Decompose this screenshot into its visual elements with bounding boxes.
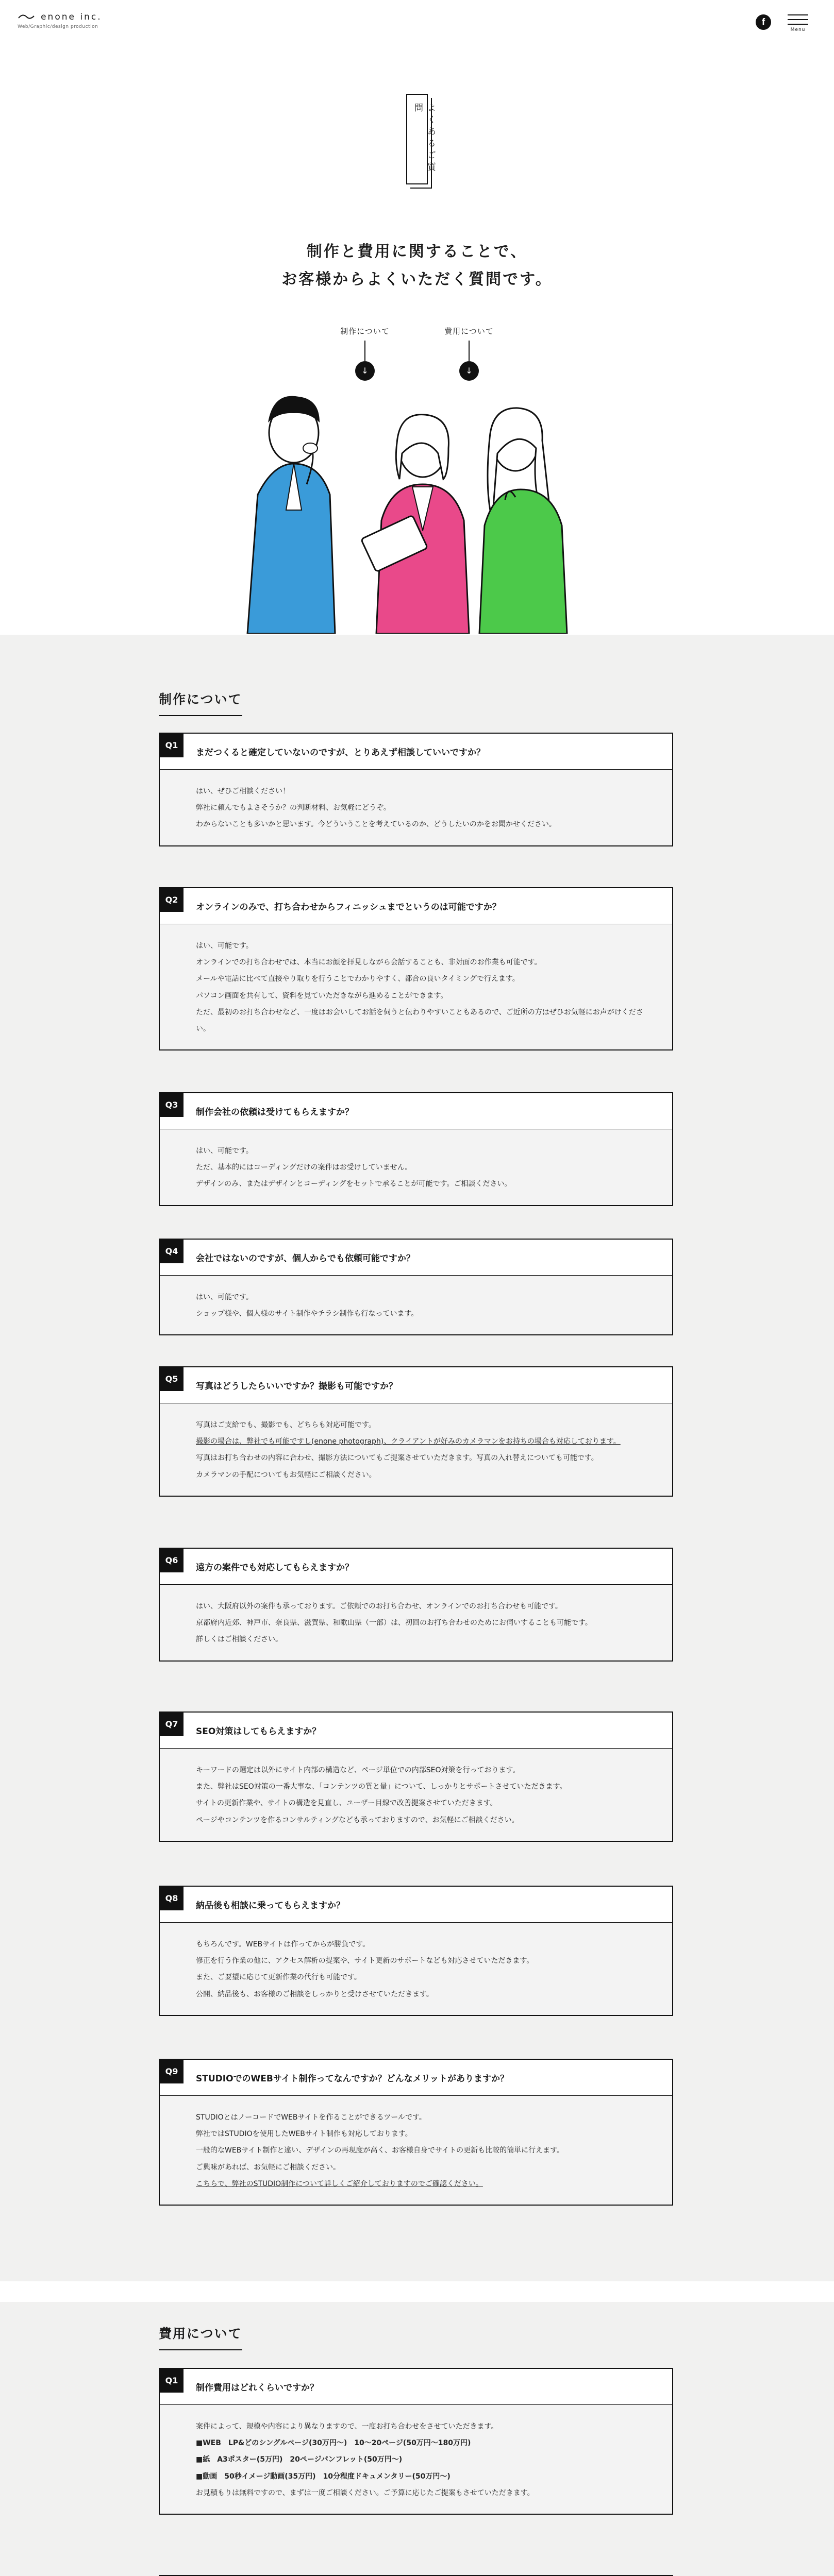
- production-heading-text: 制作について: [159, 692, 242, 707]
- logo-text: enone inc.: [41, 11, 102, 22]
- answer-line: 写真はお打ち合わせの内容に合わせ、撮影方法についてもご提案させていただきます。写真の入れ替えについても可能です。: [196, 1454, 598, 1463]
- faq-question: [160, 1887, 672, 1923]
- cost-heading: [159, 2324, 242, 2350]
- question-text: SEO対策はしてもらえますか？: [196, 1726, 321, 1737]
- answer-line: 京都府内近郊、神戸市、奈良県、滋賀県、和歌山県（一部）は、初回のお打ち合わせのためにお伺いすることも可能です。: [196, 1619, 592, 1628]
- answer-line: ショップ様や、個人様のサイト制作やチラシ制作も行なっています。: [196, 1310, 419, 1318]
- faq-answer: [160, 1923, 672, 2015]
- answer-line: ただ、最初のお打ち合わせなど、一度はお会いしてお話を伺うと伝わりやすいこともあるので、ご近所の方はぜひお気軽にお声がけください。: [196, 1008, 643, 1033]
- answer-line: オンラインでの打ち合わせでは、本当にお顔を拝見しながら会話することも、非対面のお作業も可能です。: [196, 958, 542, 967]
- answer-line: もちろんです。WEBサイトは作ってからが勝負です。: [196, 1940, 370, 1948]
- faq-question: [160, 1549, 672, 1585]
- answer-line: わからないことも多いかと思います。今どういうことを考えているのか、どうしたいのかをお聞かせください。: [196, 820, 556, 829]
- anchor-cost[interactable]: [433, 326, 505, 381]
- answer-line: はい、可能です。: [196, 942, 253, 950]
- answer-line: メールや電話に比べて直接やり取りを行うことでわかりやすく、都合の良いタイミングで行えます。: [196, 975, 520, 984]
- question-number: Q8: [160, 1887, 184, 1910]
- question-text: 遠方の案件でも対応してもらえますか？: [196, 1563, 354, 1573]
- question-number: Q7: [160, 1713, 184, 1736]
- heading-underline: [159, 715, 242, 716]
- question-text: 制作費用はどれくらいですか？: [196, 2383, 319, 2393]
- question-text: 制作会社の依頼は受けてもらえますか？: [196, 1107, 354, 1117]
- faq-answer: [160, 1749, 672, 1841]
- answer-line: はい、可能です。: [196, 1147, 253, 1155]
- page-title-box: [406, 94, 436, 184]
- question-text: オンラインのみで、打ち合わせからフィニッシュまでというのは可能ですか？: [196, 902, 501, 912]
- hamburger-bar: [788, 24, 808, 25]
- cost-heading-text: 費用について: [159, 2326, 242, 2341]
- answer-link[interactable]: 撮影の場合は、弊社でも可能ですし(enone photograph)、クライアントが好みのカメラマンをお持ちの場合も対応しております。: [196, 1437, 621, 1446]
- faq-question: [160, 1240, 672, 1276]
- answer-line: 公開、納品後も、お客様のご相談をしっかりと受けさせていただきます。: [196, 1990, 433, 1998]
- answer-line: また、弊社はSEO対策の一番大事な、「コンテンツの質と量」について、しっかりとサポートさせていただきます。: [196, 1783, 567, 1791]
- logo-subtitle: Web/Graphic/design production: [18, 24, 98, 29]
- faq-answer: [160, 2096, 672, 2205]
- menu-label: Menu: [790, 27, 806, 32]
- answer-line: 詳しくはご相談ください。: [196, 1635, 282, 1644]
- arrow-down-icon: ↓: [355, 361, 375, 381]
- answer-line: 弊社に頼んでもよさそうか？の判断材料、お気軽にどうぞ。: [196, 804, 391, 812]
- answer-line: 案件によって、規模や内容により異なりますので、一度お打ち合わせをさせていただきます。: [196, 2422, 498, 2431]
- hero-headline-line2: お客様からよくいただく質問です。: [281, 270, 553, 289]
- faq-item: [159, 1092, 673, 1206]
- answer-line: はい、ぜひご相談ください！: [196, 787, 290, 795]
- answer-line: キーワードの選定は以外にサイト内部の構造など、ページ単位での内部SEO対策を行っております。: [196, 1766, 520, 1774]
- anchor-production[interactable]: [329, 326, 401, 381]
- answer-line: ご興味があれば、お気軽にご相談ください。: [196, 2163, 340, 2172]
- production-heading: [159, 689, 242, 716]
- faq-item: [159, 2059, 673, 2206]
- question-text: 写真はどうしたらいいですか？撮影も可能ですか？: [196, 1381, 397, 1392]
- faq-item: [159, 733, 673, 846]
- faq-answer: [160, 1403, 672, 1496]
- site-header: [0, 0, 834, 41]
- facebook-icon[interactable]: f: [756, 14, 771, 30]
- section-divider: [0, 2281, 834, 2302]
- anchor-line: [469, 341, 470, 361]
- question-text: 納品後も相談に乗ってもらえますか？: [196, 1901, 345, 1911]
- answer-line: はい、可能です。: [196, 1293, 253, 1301]
- answer-line: カメラマンの手配についてもお気軽にご相談ください。: [196, 1470, 376, 1479]
- anchor-line: [364, 341, 365, 361]
- answer-line: ■WEB LP&どのシングルページ(30万円〜) 10〜20ページ(50万円〜180万円): [196, 2439, 471, 2448]
- question-number: Q4: [160, 1240, 184, 1263]
- woman-figure: [361, 415, 469, 634]
- faq-item: [159, 1711, 673, 1842]
- faq-item: [159, 887, 673, 1050]
- answer-line: ただ、基本的にはコーディングだけの案件はお受けしていません。: [196, 1163, 412, 1172]
- question-number: Q9: [160, 2060, 184, 2083]
- faq-answer: [160, 1129, 672, 1205]
- answer-line: ページやコンテンツを作るコンサルティングなども承っておりますので、お気軽にご相談ください。: [196, 1816, 519, 1824]
- arrow-down-icon: ↓: [459, 361, 479, 381]
- page-title: よくあるご質問: [412, 103, 436, 174]
- question-number: Q6: [160, 1549, 184, 1572]
- hero-headline: [0, 238, 834, 294]
- faq-question: [160, 2060, 672, 2096]
- answer-line: 写真はご支給でも、撮影でも、どちらも対応可能です。: [196, 1421, 376, 1429]
- faq-question: [160, 734, 672, 770]
- answer-line: 修正を行う作業の他に、アクセス解析の提案や、サイト更新のサポートなども対応させていただきます。: [196, 1957, 534, 1965]
- answer-line: ■動画 50秒イメージ動画(35万円) 10分程度ドキュメンタリー(50万円〜): [196, 2472, 451, 2481]
- faq-item: [159, 1239, 673, 1335]
- faq-question: [160, 1367, 672, 1403]
- faq-question: [160, 2369, 672, 2405]
- faq-answer: [160, 770, 672, 845]
- answer-line: 一般的なWEBサイト制作と違い、デザインの再現度が高く、お客様自身でサイトの更新も比較的簡単に行えます。: [196, 2146, 564, 2155]
- question-number: Q1: [160, 734, 184, 757]
- faq-answer: [160, 1276, 672, 1334]
- answer-line: お見積もりは無料ですので、まずは一度ご相談ください。ご予算に応じたご提案もさせていただきます。: [196, 2488, 535, 2497]
- faq-item: [159, 1366, 673, 1497]
- answer-line: デザインのみ、またはデザインとコーディングをセットで承ることが可能です。ご相談ください。: [196, 1180, 512, 1189]
- question-number: Q2: [160, 888, 184, 912]
- faq-answer: [160, 2405, 672, 2514]
- hero-illustration: [196, 376, 619, 634]
- answer-line: 弊社ではSTUDIOを使用したWEBサイト制作も対応しております。: [196, 2130, 412, 2139]
- man-figure: [247, 396, 335, 634]
- menu-button[interactable]: [785, 14, 811, 32]
- question-text: まだつくると確定していないのですが、とりあえず相談していいですか？: [196, 748, 485, 758]
- answer-line: サイトの更新作業や、サイトの構造を見直し、ユーザー目線で改善提案させていただきます。: [196, 1799, 497, 1808]
- question-number: Q5: [160, 1367, 184, 1391]
- answer-line: STUDIOとはノーコードでWEBサイトを作ることができるツールです。: [196, 2113, 426, 2122]
- logo[interactable]: [18, 11, 102, 29]
- answer-line: ■紙 A3ポスター(5万円) 20ページパンフレット(50万円〜): [196, 2455, 403, 2464]
- anchor-production-label: 制作について: [340, 327, 390, 336]
- cost-section: [0, 2281, 834, 2576]
- hero-headline-line1: 制作と費用に関することで、: [306, 243, 528, 261]
- answer-link[interactable]: こちらで、弊社のSTUDIO制作について詳しくご紹介しておりますのでご確認ください。: [196, 2179, 483, 2188]
- answer-line: また、ご要望に応じて更新作業の代行も可能です。: [196, 1973, 361, 1982]
- question-number: Q3: [160, 1093, 184, 1117]
- production-section: [0, 635, 834, 2281]
- hamburger-bar: [788, 19, 808, 20]
- question-number: Q1: [160, 2369, 184, 2393]
- question-text: STUDIOでのWEBサイト制作ってなんですか？どんなメリットがありますか？: [196, 2074, 509, 2084]
- woman-right-figure: [479, 408, 567, 634]
- faq-answer: [160, 924, 672, 1049]
- faq-question: [160, 888, 672, 924]
- faq-item: [159, 1548, 673, 1662]
- faq-item: [159, 2368, 673, 2515]
- faq-question: [160, 1093, 672, 1129]
- faq-item: [159, 1886, 673, 2016]
- anchor-cost-label: 費用について: [444, 327, 494, 336]
- answer-line: パソコン画面を共有して、資料を見ていただきながら進めることができます。: [196, 991, 448, 1000]
- answer-line: はい、大阪府以外の案件も承っております。ご依頼でのお打ち合わせ、オンラインでのお打ち合わせも可能です。: [196, 1602, 562, 1611]
- hamburger-icon: [788, 14, 808, 15]
- heading-underline: [159, 2349, 242, 2350]
- question-text: 会社ではないのですが、個人からでも依頼可能ですか？: [196, 1253, 415, 1264]
- faq-question: [160, 1713, 672, 1749]
- faq-answer: [160, 1585, 672, 1660]
- logo-mark-icon: [18, 13, 35, 21]
